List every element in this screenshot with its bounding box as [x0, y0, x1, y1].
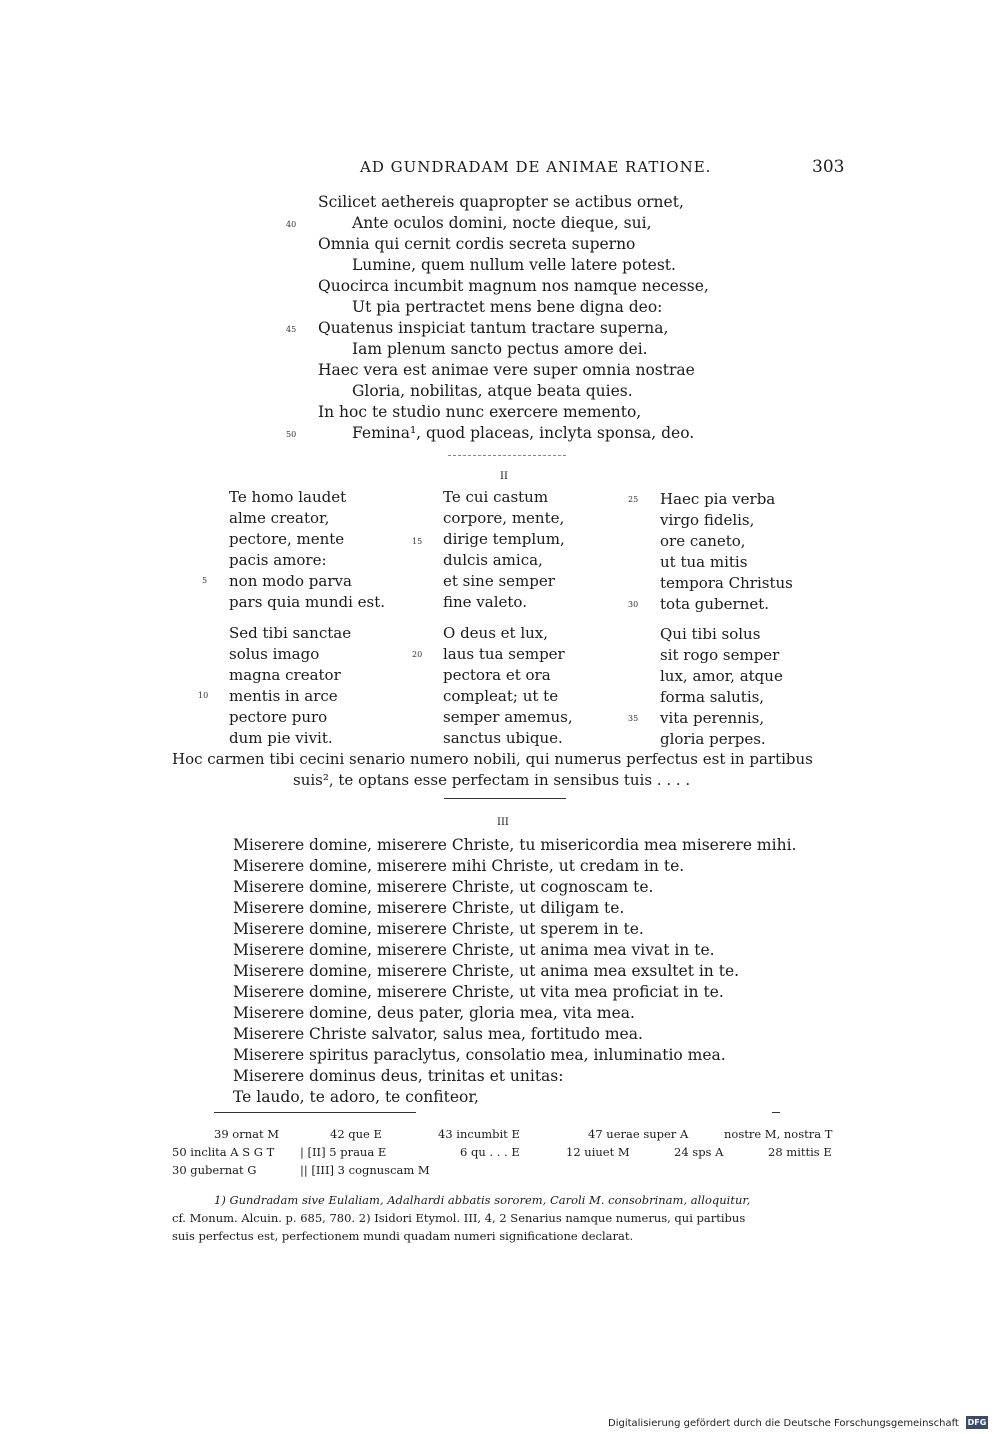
verse-line: Te homo laudet	[229, 488, 347, 506]
section-numeral: III	[497, 817, 509, 828]
verse-line: Femina¹, quod placeas, inclyta sponsa, deo.	[352, 424, 695, 442]
apparatus-entry: 43 incumbit E	[438, 1127, 520, 1141]
verse-line: Haec pia verba	[660, 490, 776, 508]
verse-line: Miserere dominus deus, trinitas et unitas:	[233, 1067, 564, 1085]
verse-line: Miserere domine, miserere Christe, tu misericordia mea miserere mihi.	[233, 836, 797, 854]
apparatus-entry: | [II] 5 praua E	[300, 1145, 387, 1159]
verse-line: sanctus ubique.	[443, 729, 563, 747]
verse-line: pectora et ora	[443, 666, 551, 684]
apparatus-entry: 39 ornat M	[214, 1127, 280, 1141]
verse-line: forma salutis,	[660, 688, 765, 706]
verse-line: pectore, mente	[229, 530, 345, 548]
verse-line: Te laudo, te adoro, te confiteor,	[233, 1088, 479, 1106]
apparatus-entry: 12 uiuet M	[566, 1145, 630, 1159]
verse-line: pacis amore:	[229, 551, 327, 569]
verse-line: ut tua mitis	[660, 553, 748, 571]
verse-line: dum pie vivit.	[229, 729, 333, 747]
verse-line: mentis in arce	[229, 687, 338, 705]
section-numeral: II	[500, 471, 508, 482]
apparatus-rule	[772, 1112, 780, 1113]
page-number: 303	[812, 157, 845, 177]
verse-line: dulcis amica,	[443, 551, 543, 569]
verse-line: Scilicet aethereis quapropter se actibus ornet,	[318, 193, 684, 211]
running-header-title: AD GUNDRADAM DE ANIMAE RATIONE.	[360, 158, 712, 176]
verse-line: magna creator	[229, 666, 341, 684]
verse-line: alme creator,	[229, 509, 330, 527]
apparatus-entry: 47 uerae super A	[588, 1127, 689, 1141]
line-number: 5	[202, 576, 208, 585]
verse-line: Miserere domine, deus pater, gloria mea, vita mea.	[233, 1004, 635, 1022]
line-number: 25	[628, 495, 639, 504]
apparatus-entry: nostre M, nostra T	[724, 1127, 833, 1141]
verse-line: Lumine, quem nullum velle latere potest.	[352, 256, 676, 274]
verse-line: Haec vera est animae vere super omnia nostrae	[318, 361, 695, 379]
verse-line: Te cui castum	[443, 488, 549, 506]
verse-line: Quocirca incumbit magnum nos namque necesse,	[318, 277, 709, 295]
digitization-credit: Digitalisierung gefördert durch die Deutsche Forschungsgemeinschaft	[608, 1418, 959, 1429]
section-divider	[448, 455, 566, 456]
verse-line: corpore, mente,	[443, 509, 565, 527]
line-number: 20	[412, 650, 423, 659]
verse-line: Miserere domine, miserere Christe, ut vita mea proficiat in te.	[233, 983, 724, 1001]
verse-line: solus imago	[229, 645, 320, 663]
line-number: 15	[412, 537, 423, 546]
verse-line: laus tua semper	[443, 645, 565, 663]
verse-line: Ut pia pertractet mens bene digna deo:	[352, 298, 663, 316]
verse-line: Sed tibi sanctae	[229, 624, 352, 642]
apparatus-entry: 42 que E	[330, 1127, 382, 1141]
verse-line: O deus et lux,	[443, 624, 549, 642]
footnote-line: 1) Gundradam sive Eulaliam, Adalhardi abbatis sororem, Caroli M. consobrinam, alloquitur,	[214, 1193, 751, 1207]
verse-line: Ante oculos domini, nocte dieque, sui,	[352, 214, 652, 232]
verse-line: ore caneto,	[660, 532, 746, 550]
verse-line: In hoc te studio nunc exercere memento,	[318, 403, 642, 421]
verse-line: Miserere domine, miserere Christe, ut anima mea vivat in te.	[233, 941, 715, 959]
verse-line: non modo parva	[229, 572, 352, 590]
line-number: 30	[628, 600, 639, 609]
verse-line: tempora Christus	[660, 574, 793, 592]
verse-line: Gloria, nobilitas, atque beata quies.	[352, 382, 633, 400]
apparatus-entry: 50 inclita A S G T	[172, 1145, 275, 1159]
verse-line: Miserere Christe salvator, salus mea, fortitudo mea.	[233, 1025, 643, 1043]
apparatus-entry: || [III] 3 cognuscam M	[300, 1163, 430, 1177]
apparatus-entry: 24 sps A	[674, 1145, 724, 1159]
prose-line: suis², te optans esse perfectam in sensibus tuis . . . .	[293, 771, 691, 789]
apparatus-entry: 28 mittis E	[768, 1145, 832, 1159]
verse-line: tota gubernet.	[660, 595, 770, 613]
footnote-line: suis perfectus est, perfectionem mundi quadam numeri significatione declarat.	[172, 1229, 634, 1243]
verse-line: dirige templum,	[443, 530, 565, 548]
verse-line: Miserere domine, miserere Christe, ut cognoscam te.	[233, 878, 654, 896]
verse-line: sit rogo semper	[660, 646, 780, 664]
prose-line: Hoc carmen tibi cecini senario numero nobili, qui numerus perfectus est in partibus	[172, 750, 813, 768]
apparatus-entry: 6 qu . . . E	[460, 1145, 520, 1159]
verse-line: pectore puro	[229, 708, 328, 726]
verse-line: Miserere domine, miserere Christe, ut sperem in te.	[233, 920, 644, 938]
verse-line: lux, amor, atque	[660, 667, 783, 685]
verse-line: Quatenus inspiciat tantum tractare superna,	[318, 319, 669, 337]
verse-line: Miserere domine, miserere Christe, ut anima mea exsultet in te.	[233, 962, 740, 980]
verse-line: Miserere spiritus paraclytus, consolatio mea, inluminatio mea.	[233, 1046, 726, 1064]
footnote-line: cf. Monum. Alcuin. p. 685, 780. 2) Isidori Etymol. III, 4, 2 Senarius namque numerus, qui partibus	[172, 1211, 746, 1225]
verse-line: Omnia qui cernit cordis secreta superno	[318, 235, 636, 253]
verse-line: virgo fidelis,	[660, 511, 755, 529]
line-number: 10	[198, 691, 209, 700]
dfg-logo: DFG	[967, 1418, 987, 1427]
verse-line: Miserere domine, miserere mihi Christe, ut credam in te.	[233, 857, 685, 875]
line-number: 35	[628, 714, 639, 723]
verse-line: et sine semper	[443, 572, 555, 590]
verse-line: Miserere domine, miserere Christe, ut diligam te.	[233, 899, 625, 917]
verse-line: fine valeto.	[443, 593, 527, 611]
verse-line: compleat; ut te	[443, 687, 559, 705]
apparatus-entry: 30 gubernat G	[172, 1163, 257, 1177]
apparatus-rule	[214, 1112, 416, 1113]
line-number: 50	[286, 430, 297, 439]
verse-line: Iam plenum sancto pectus amore dei.	[352, 340, 648, 358]
verse-line: pars quia mundi est.	[229, 593, 386, 611]
line-number: 40	[286, 220, 297, 229]
section-divider	[444, 798, 566, 799]
line-number: 45	[286, 325, 297, 334]
verse-line: vita perennis,	[660, 709, 765, 727]
verse-line: gloria perpes.	[660, 730, 766, 748]
verse-line: Qui tibi solus	[660, 625, 761, 643]
verse-line: semper amemus,	[443, 708, 573, 726]
